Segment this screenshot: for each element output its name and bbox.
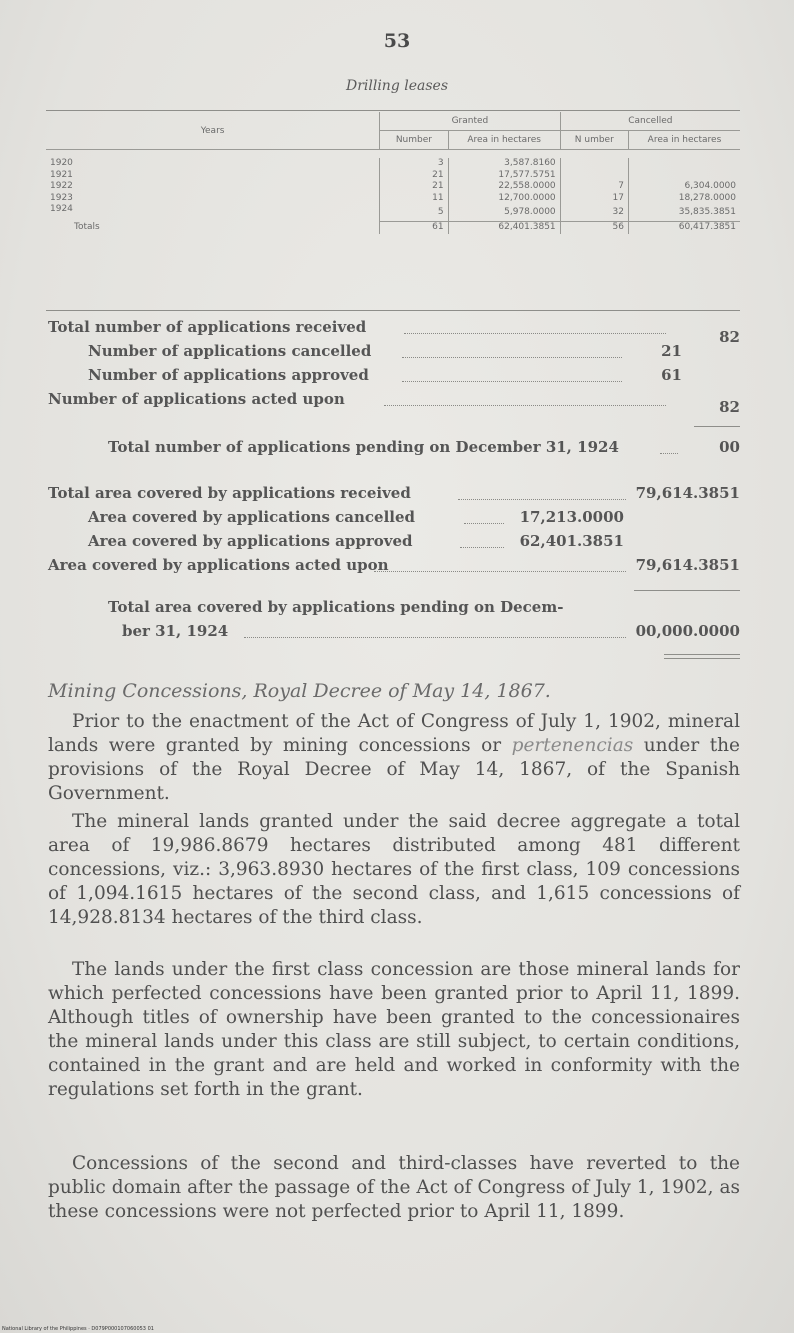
area-pending-label-1: Total area covered by applications pending on Decem- [108, 598, 564, 616]
cell-cancelled-number: 17 [560, 193, 628, 205]
header-granted-area: Area in hectares [448, 131, 560, 150]
paragraph: The lands under the first class concession are those mineral lands for which perfected concessions have been granted prior to April 11, 1899. Although titles of ownership have been granted to the concessionaires the mineral lands under this class are still subject, to certain conditions, contained in the grant and are held and worked in conformity with the regulations set forth in the grant. [48, 959, 740, 1100]
footer-watermark: National Library of the Philippines · D079P000107060053 01 [2, 1326, 154, 1332]
table-caption: Drilling leases [345, 78, 449, 94]
cell-granted-area: 12,700.0000 [448, 193, 560, 205]
applications-cancelled-label: Number of applications cancelled [88, 342, 372, 360]
applications-pending-value: 00 [719, 438, 740, 456]
cell-cancelled-area [628, 170, 740, 182]
cell-granted-area: 17,577.5751 [448, 170, 560, 182]
applications-received-label: Total number of applications received [48, 318, 367, 336]
applications-pending-label: Total number of applications pending on December 31, 1924 [108, 438, 619, 456]
leader-dots [244, 637, 626, 638]
leader-dots [384, 405, 666, 406]
leader-dots [402, 357, 622, 358]
cell-year: 1920 [50, 158, 73, 168]
leader-dots [660, 453, 678, 454]
leader-dots [402, 381, 622, 382]
leader-dots [458, 499, 626, 500]
cell-totals-label: Totals [74, 221, 100, 232]
table-row [46, 193, 740, 205]
cell-year: 1922 [50, 181, 73, 191]
area-pending-value: 00,000.0000 [635, 622, 740, 640]
header-cancelled-number: N umber [560, 131, 628, 150]
cell-total-cancelled-area: 60,417.3851 [628, 222, 740, 234]
paragraph-text: under the provisions of the Royal Decree of May 14, 1867, of the Spanish Government. [48, 735, 740, 804]
area-acted-label: Area covered by applications acted upon [48, 556, 389, 574]
area-received-value: 79,614.3851 [635, 484, 740, 502]
cell-total-granted-area: 62,401.3851 [448, 222, 560, 234]
header-granted-number: Number [380, 131, 448, 150]
cell-cancelled-area: 35,835.3851 [628, 204, 740, 222]
cell-cancelled-area [628, 158, 740, 170]
cell-year: 1923 [50, 192, 73, 203]
applications-cancelled-value: 21 [661, 342, 682, 360]
table-bottom-rule [46, 310, 740, 311]
cell-year: 1924 [50, 204, 73, 214]
cell-granted-number: 3 [380, 158, 448, 170]
applications-acted-label: Number of applications acted upon [48, 390, 345, 408]
area-cancelled-value: 17,213.0000 [519, 508, 624, 526]
header-granted: Granted [380, 112, 560, 131]
cell-total-granted-number: 61 [380, 222, 448, 234]
spacer-row [46, 150, 740, 159]
paragraph: The mineral lands granted under the said decree aggregate a total area of 19,986.8679 hectares distributed among 481 different concessions, viz.: 3,963.8930 hectares of the first class, 109 concessions of 1,094.1615 hectares of the second class, and 1,615 concessions of 14,928.8134 hectares of the third class. [48, 811, 740, 928]
totals-row [46, 222, 740, 234]
cell-cancelled-number [560, 170, 628, 182]
table-row [46, 181, 740, 193]
sum-rule [634, 590, 740, 591]
table-row [46, 158, 740, 170]
table-row [46, 170, 740, 182]
area-approved-value: 62,401.3851 [519, 532, 624, 550]
applications-acted-value: 82 [719, 398, 740, 416]
leader-dots [464, 523, 504, 524]
table-top-rule [46, 110, 740, 111]
cell-granted-number: 21 [380, 170, 448, 182]
cell-granted-number: 5 [380, 204, 448, 222]
paragraph-emphasis: pertenencias [511, 735, 634, 756]
cell-total-cancelled-number: 56 [560, 222, 628, 234]
applications-summary [48, 318, 742, 468]
double-rule-top [664, 654, 740, 655]
areas-summary [48, 484, 742, 664]
area-acted-value: 79,614.3851 [635, 556, 740, 574]
cell-granted-number: 21 [380, 181, 448, 193]
header-cancelled-area: Area in hectares [628, 131, 740, 150]
page-number: 53 [383, 30, 411, 52]
section-title: Mining Concessions, Royal Decree of May 14, 1867. [48, 680, 551, 702]
double-rule-bottom [664, 658, 740, 659]
cell-year: 1921 [50, 169, 73, 180]
cell-cancelled-number: 32 [560, 204, 628, 222]
drilling-leases-table [46, 112, 740, 234]
cell-granted-area: 3,587.8160 [448, 158, 560, 170]
area-approved-label: Area covered by applications approved [88, 532, 413, 550]
area-cancelled-label: Area covered by applications cancelled [88, 508, 416, 526]
paragraph: Concessions of the second and third-classes have reverted to the public domain after the passage of the Act of Congress of July 1, 1902, as these concessions were not perfected prior to April 11, 1899. [48, 1153, 740, 1222]
area-received-label: Total area covered by applications received [48, 484, 411, 502]
applications-approved-value: 61 [661, 366, 682, 384]
sum-rule [694, 426, 740, 427]
cell-granted-number: 11 [380, 193, 448, 205]
cell-cancelled-area: 18,278.0000 [628, 193, 740, 205]
applications-received-value: 82 [719, 328, 740, 346]
leader-dots [404, 333, 666, 334]
paragraph-text: Prior to the enactment of the Act of Congress of July 1, 1902, mineral lands were granted by mining concessions or [48, 711, 740, 756]
cell-cancelled-number: 7 [560, 181, 628, 193]
cell-granted-area: 5,978.0000 [448, 204, 560, 222]
paragraph [48, 710, 740, 806]
area-pending-label-2: ber 31, 1924 [122, 622, 229, 640]
header-years: Years [46, 112, 380, 150]
cell-cancelled-number [560, 158, 628, 170]
table-row [46, 204, 740, 222]
header-cancelled: Cancelled [560, 112, 740, 131]
leader-dots [374, 571, 626, 572]
cell-cancelled-area: 6,304.0000 [628, 181, 740, 193]
leader-dots [460, 547, 504, 548]
cell-granted-area: 22,558.0000 [448, 181, 560, 193]
applications-approved-label: Number of applications approved [88, 366, 369, 384]
